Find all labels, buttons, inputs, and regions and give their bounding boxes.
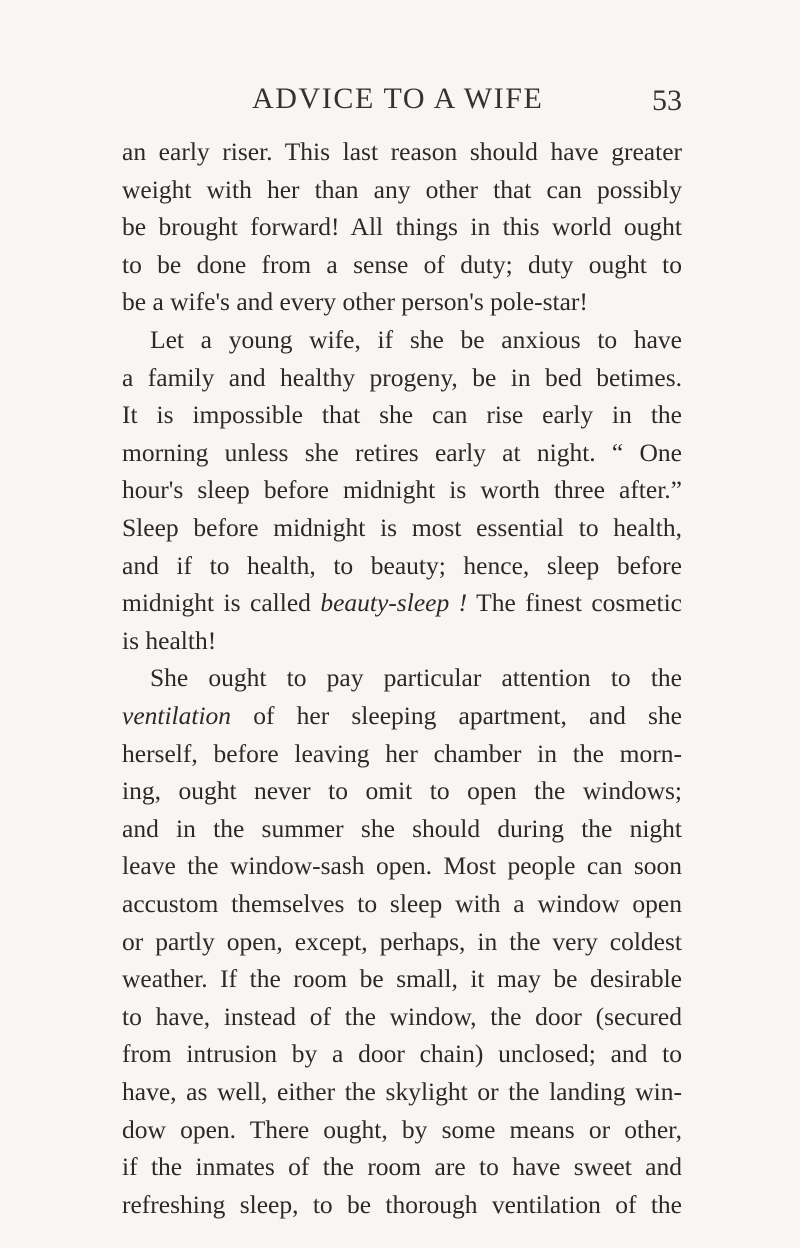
italic-term: ventilation	[122, 701, 232, 730]
text-line	[122, 624, 216, 658]
text-span: midnight is called	[122, 588, 321, 618]
text-line	[122, 1037, 682, 1071]
text-line	[122, 1000, 682, 1034]
text-span: hour's sleep before midnight is worth three after.”	[122, 475, 682, 505]
text-line	[122, 925, 682, 959]
text-span: leave the window-sash open. Most people can soon	[122, 851, 682, 881]
text-line	[122, 398, 682, 432]
running-head: ADVICE TO A WIFE	[252, 82, 544, 115]
text-span: an early riser. This last reason should have greater	[122, 137, 682, 166]
text-line	[122, 549, 682, 583]
text-line	[122, 737, 682, 771]
text-line	[122, 511, 682, 545]
italic-term: beauty-sleep !	[320, 588, 468, 618]
text-line	[122, 812, 682, 846]
text-line	[122, 473, 682, 507]
text-span: It is impossible that she can rise early in the	[122, 400, 682, 430]
text-line	[122, 962, 682, 996]
text-line	[122, 173, 682, 207]
text-span: and if to health, to beauty; hence, sleep before	[122, 550, 682, 580]
text-line	[122, 1075, 682, 1109]
text-span: or partly open, except, perhaps, in the very coldest	[122, 926, 682, 956]
text-span: if the inmates of the room are to have sweet and	[122, 1152, 682, 1182]
text-span: from intrusion by a door chain) unclosed; and to	[122, 1039, 682, 1069]
text-span: Sleep before midnight is most essential to health,	[122, 513, 682, 542]
text-line	[122, 436, 682, 470]
text-line	[122, 849, 682, 883]
text-span: weight with her than any other that can possibly	[122, 174, 682, 204]
text-line	[122, 1188, 682, 1222]
text-line	[150, 661, 682, 695]
text-span: a family and healthy progeny, be in bed betimes.	[122, 362, 682, 392]
text-span: have, as well, either the skylight or the landing win-	[122, 1077, 682, 1106]
text-line	[122, 361, 682, 395]
text-span: She ought to pay particular attention to the	[150, 663, 682, 693]
text-line	[122, 699, 682, 733]
text-span: ing, ought never to omit to open the windows;	[122, 776, 682, 806]
text-line	[122, 248, 682, 282]
text-span: and in the summer she should during the night	[122, 813, 682, 843]
text-span: Let a young wife, if she be anxious to have	[150, 325, 682, 354]
text-line	[122, 285, 588, 319]
text-span: morning unless she retires early at night. “ One	[122, 437, 682, 467]
text-span: to have, instead of the window, the door (secured	[122, 1001, 682, 1031]
text-line	[122, 1113, 682, 1147]
text-line	[122, 135, 682, 169]
text-span: accustom themselves to sleep with a window open	[122, 889, 682, 918]
text-line	[122, 887, 682, 921]
text-span: is health!	[122, 625, 217, 655]
text-line	[122, 1150, 682, 1184]
text-span: weather. If the room be small, it may be desirable	[122, 964, 682, 994]
text-span: herself, before leaving her chamber in the morn-	[122, 738, 682, 768]
text-span: The finest cosmetic	[467, 588, 682, 618]
text-line	[122, 774, 682, 808]
text-span: refreshing sleep, to be thorough ventilation of the	[122, 1189, 682, 1219]
text-span: of her sleeping apartment, and she	[231, 701, 682, 730]
text-line	[150, 323, 682, 357]
page-number: 53	[652, 84, 682, 117]
text-span: be brought forward! All things in this world ought	[122, 212, 682, 242]
text-line	[122, 210, 682, 244]
text-span: dow open. There ought, by some means or other,	[122, 1114, 682, 1144]
text-line	[122, 586, 682, 620]
text-span: be a wife's and every other person's pole-star!	[122, 287, 588, 317]
text-span: to be done from a sense of duty; duty ought to	[122, 249, 682, 279]
